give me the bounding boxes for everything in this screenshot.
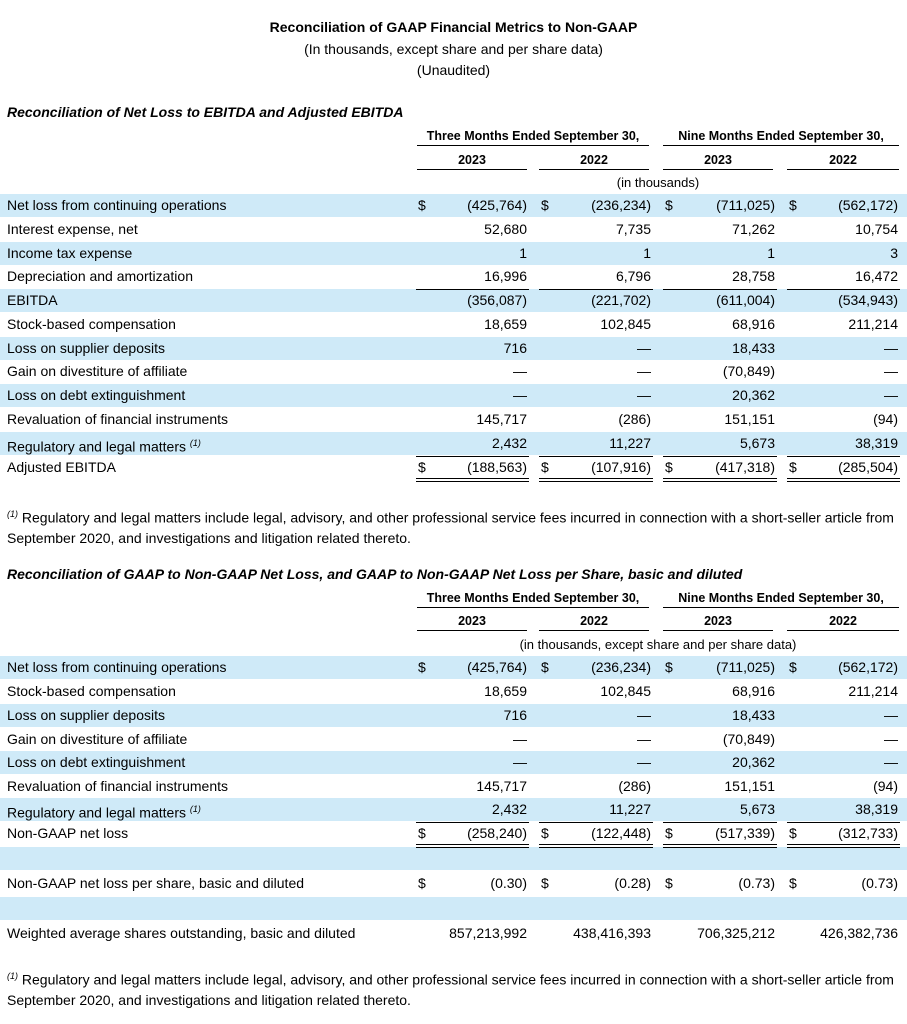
cell-value: 426,382,736: [820, 925, 898, 941]
rule-line: [539, 822, 653, 823]
cell-value: 16,996: [484, 268, 527, 284]
row-label-text: Gain on divestiture of affiliate: [7, 731, 188, 747]
table-row: [0, 384, 907, 407]
table-row: [0, 313, 907, 336]
cell-value: 716: [503, 707, 527, 723]
cell-value: —: [637, 754, 651, 770]
cell-value: 211,214: [848, 316, 898, 332]
currency-symbol: $: [789, 197, 797, 213]
col-year-3m-2022: 2022: [539, 151, 649, 170]
cell-value: (221,702): [591, 292, 651, 308]
footnote-text: Regulatory and legal matters include legal, advisory, and other professional service fees incurred in connection with a short-seller article from September 2020, and investigations and litigation related thereto.: [7, 971, 894, 1008]
cell-value: (188,563): [467, 459, 527, 475]
row-label-text: Interest expense, net: [7, 221, 138, 237]
cell-value: 38,319: [855, 801, 898, 817]
table-row: [0, 360, 907, 383]
cell-value: 20,362: [732, 754, 775, 770]
double-rule-line: [663, 844, 777, 848]
rule-line: [663, 456, 777, 457]
cell-value: —: [637, 363, 651, 379]
row-label: [7, 775, 228, 798]
cell-value: 7,735: [615, 221, 651, 237]
cell-value: 151,151: [724, 411, 775, 427]
rule-line: [787, 289, 900, 290]
cell-value: (425,764): [467, 197, 527, 213]
table-row: [0, 872, 907, 895]
footnote-mark: (1): [7, 509, 18, 519]
cell-value: (562,172): [838, 197, 898, 213]
double-rule-line: [539, 844, 653, 848]
currency-symbol: $: [789, 459, 797, 475]
cell-value: 151,151: [724, 778, 775, 794]
cell-value: 18,659: [484, 316, 527, 332]
row-label-text: Revaluation of financial instruments: [7, 778, 229, 794]
col-year-3m-2022: 2022: [539, 612, 649, 631]
double-rule-line: [787, 844, 900, 848]
cell-value: 38,319: [855, 435, 898, 451]
col-year-9m-2022: 2022: [787, 612, 899, 631]
page-title: Reconciliation of GAAP Financial Metrics to Non-GAAP: [269, 19, 638, 35]
col-year-3m-2023: 2023: [417, 151, 527, 170]
rule-line: [663, 822, 777, 823]
double-rule-line: [787, 478, 900, 482]
footnote: [7, 966, 907, 1010]
page-subtitle-unaudited: (Unaudited): [416, 62, 491, 78]
cell-value: (107,916): [591, 459, 651, 475]
cell-value: 16,472: [855, 268, 898, 284]
col-group-nine-months: Nine Months Ended September 30,: [663, 589, 899, 608]
table-row: [0, 751, 907, 774]
table-row: [0, 922, 907, 945]
cell-value: 857,213,992: [449, 925, 527, 941]
currency-symbol: $: [789, 875, 797, 891]
row-label: [7, 922, 355, 945]
cell-value: —: [884, 340, 898, 356]
cell-value: 18,433: [732, 340, 775, 356]
cell-value: 71,262: [732, 221, 775, 237]
row-label: [7, 872, 304, 895]
cell-value: 20,362: [732, 387, 775, 403]
cell-value: (0.73): [861, 875, 898, 891]
row-label-text: Stock-based compensation: [7, 683, 176, 699]
row-label: [7, 704, 165, 727]
row-label-text: Loss on debt extinguishment: [7, 387, 186, 403]
rule-line: [416, 822, 529, 823]
row-label-text: Income tax expense: [7, 245, 133, 261]
rule-line: [787, 456, 900, 457]
footnote-ref: (1): [189, 438, 201, 448]
currency-symbol: $: [541, 875, 549, 891]
cell-value: (0.28): [614, 875, 651, 891]
currency-symbol: $: [789, 659, 797, 675]
row-label-text: Loss on debt extinguishment: [7, 754, 186, 770]
double-rule-line: [416, 478, 529, 482]
cell-value: —: [637, 707, 651, 723]
page-subtitle-units: (In thousands, except share and per share data): [304, 41, 603, 57]
row-label-text: Revaluation of financial instruments: [7, 411, 229, 427]
unit-label: (in thousands, except share and per share data): [519, 637, 797, 652]
row-label: [7, 360, 187, 383]
cell-value: —: [884, 754, 898, 770]
cell-value: 438,416,393: [573, 925, 651, 941]
row-label-text: Loss on supplier deposits: [7, 707, 165, 723]
rule-line: [416, 456, 529, 457]
cell-value: (94): [873, 778, 898, 794]
cell-value: 102,845: [600, 316, 651, 332]
col-year-9m-2023: 2023: [663, 151, 773, 170]
cell-value: 5,673: [739, 435, 775, 451]
row-label: [7, 680, 176, 703]
table-row: [0, 242, 907, 265]
table-row: [0, 456, 907, 479]
col-group-nine-months: Nine Months Ended September 30,: [663, 127, 899, 146]
cell-value: —: [513, 754, 527, 770]
cell-value: (94): [873, 411, 898, 427]
cell-value: —: [637, 340, 651, 356]
cell-value: 2,432: [491, 801, 527, 817]
row-label: [7, 432, 201, 459]
cell-value: —: [513, 731, 527, 747]
cell-value: 102,845: [600, 683, 651, 699]
table-row: [0, 432, 907, 455]
currency-symbol: $: [541, 659, 549, 675]
cell-value: 28,758: [732, 268, 775, 284]
currency-symbol: $: [418, 825, 426, 841]
row-label: [7, 728, 187, 751]
cell-value: (356,087): [467, 292, 527, 308]
row-label: [7, 656, 226, 679]
table-row: [0, 289, 907, 312]
row-label-text: Regulatory and legal matters: [7, 804, 190, 821]
cell-value: 1: [643, 245, 651, 261]
cell-value: —: [884, 387, 898, 403]
col-year-3m-2023: 2023: [417, 612, 527, 631]
currency-symbol: $: [418, 197, 426, 213]
cell-value: 145,717: [476, 411, 527, 427]
cell-value: (417,318): [715, 459, 775, 475]
cell-value: 145,717: [476, 778, 527, 794]
currency-symbol: $: [665, 659, 673, 675]
cell-value: 68,916: [732, 316, 775, 332]
row-label: [7, 194, 226, 217]
cell-value: —: [884, 363, 898, 379]
cell-value: (285,504): [838, 459, 898, 475]
row-label: [7, 313, 176, 336]
cell-value: 18,433: [732, 707, 775, 723]
currency-symbol: $: [789, 825, 797, 841]
cell-value: (236,234): [591, 659, 651, 675]
cell-value: (562,172): [838, 659, 898, 675]
cell-value: 3: [890, 245, 898, 261]
row-label: [7, 337, 165, 360]
currency-symbol: $: [418, 875, 426, 891]
table-row: [0, 728, 907, 751]
rule-line: [663, 289, 777, 290]
row-label: [7, 265, 193, 288]
row-label: [7, 456, 116, 479]
row-label-text: Non-GAAP net loss: [7, 825, 129, 841]
row-label-text: Depreciation and amortization: [7, 268, 193, 284]
footnote: [7, 504, 907, 548]
cell-value: (286): [618, 778, 651, 794]
row-label: [7, 822, 128, 845]
rule-line: [539, 456, 653, 457]
cell-value: 11,227: [609, 801, 651, 817]
cell-value: (534,943): [838, 292, 898, 308]
cell-value: (517,339): [715, 825, 775, 841]
cell-value: (70,849): [722, 731, 775, 747]
cell-value: 5,673: [739, 801, 775, 817]
cell-value: (286): [618, 411, 651, 427]
row-label: [7, 242, 132, 265]
cell-value: 68,916: [732, 683, 775, 699]
row-label-text: Weighted average shares outstanding, basic and diluted: [7, 925, 356, 941]
currency-symbol: $: [418, 459, 426, 475]
double-rule-line: [416, 844, 529, 848]
table-row: [0, 775, 907, 798]
table-row: [0, 265, 907, 288]
currency-symbol: $: [418, 659, 426, 675]
section-title-non-gaap: Reconciliation of GAAP to Non-GAAP Net Loss, and GAAP to Non-GAAP Net Loss per Share, basic and diluted: [7, 566, 743, 582]
cell-value: 706,325,212: [697, 925, 775, 941]
cell-value: 18,659: [484, 683, 527, 699]
cell-value: —: [884, 707, 898, 723]
row-label: [7, 751, 185, 774]
row-label-text: Gain on divestiture of affiliate: [7, 363, 188, 379]
cell-value: (312,733): [838, 825, 898, 841]
spacer-row: [0, 847, 907, 870]
table-row: [0, 656, 907, 679]
cell-value: —: [513, 363, 527, 379]
footnote-ref: (1): [189, 804, 201, 814]
cell-value: (0.30): [490, 875, 527, 891]
cell-value: 11,227: [609, 435, 651, 451]
cell-value: (711,025): [716, 659, 775, 675]
double-rule-line: [663, 478, 777, 482]
cell-value: (236,234): [591, 197, 651, 213]
cell-value: 1: [767, 245, 775, 261]
cell-value: (122,448): [591, 825, 651, 841]
spacer-row: [0, 897, 907, 920]
cell-value: 6,796: [615, 268, 651, 284]
cell-value: —: [637, 387, 651, 403]
table-row: [0, 680, 907, 703]
cell-value: 52,680: [484, 221, 527, 237]
table-row: [0, 704, 907, 727]
currency-symbol: $: [665, 197, 673, 213]
row-label-text: Stock-based compensation: [7, 316, 176, 332]
row-label-text: Regulatory and legal matters: [7, 438, 190, 455]
col-year-9m-2022: 2022: [787, 151, 899, 170]
row-label-text: Loss on supplier deposits: [7, 340, 165, 356]
table-row: [0, 408, 907, 431]
currency-symbol: $: [665, 875, 673, 891]
cell-value: (70,849): [722, 363, 775, 379]
row-label: [7, 408, 228, 431]
cell-value: —: [637, 731, 651, 747]
cell-value: 1: [519, 245, 527, 261]
rule-line: [539, 289, 653, 290]
currency-symbol: $: [665, 459, 673, 475]
table-row: [0, 798, 907, 821]
row-label-text: EBITDA: [7, 292, 58, 308]
table-row: [0, 194, 907, 217]
table-row: [0, 218, 907, 241]
currency-symbol: $: [541, 459, 549, 475]
row-label-text: Net loss from continuing operations: [7, 659, 227, 675]
currency-symbol: $: [541, 825, 549, 841]
cell-value: (425,764): [467, 659, 527, 675]
col-year-9m-2023: 2023: [663, 612, 773, 631]
cell-value: 716: [503, 340, 527, 356]
currency-symbol: $: [541, 197, 549, 213]
cell-value: 211,214: [848, 683, 898, 699]
cell-value: —: [884, 731, 898, 747]
cell-value: (711,025): [716, 197, 775, 213]
table-row: [0, 822, 907, 845]
rule-line: [787, 822, 900, 823]
section-title-ebitda: Reconciliation of Net Loss to EBITDA and Adjusted EBITDA: [7, 104, 404, 120]
row-label: [7, 218, 138, 241]
row-label: [7, 798, 201, 825]
row-label-text: Net loss from continuing operations: [7, 197, 227, 213]
cell-value: 10,754: [855, 221, 898, 237]
cell-value: (611,004): [716, 292, 775, 308]
double-rule-line: [539, 478, 653, 482]
row-label-text: Non-GAAP net loss per share, basic and diluted: [7, 875, 305, 891]
rule-line: [416, 289, 529, 290]
row-label: [7, 289, 58, 312]
footnote-text: Regulatory and legal matters include legal, advisory, and other professional service fees incurred in connection with a short-seller article from September 2020, and investigations and litigation related thereto.: [7, 509, 894, 546]
footnote-mark: (1): [7, 971, 18, 981]
table-row: [0, 337, 907, 360]
row-label-text: Adjusted EBITDA: [7, 459, 116, 475]
col-group-three-months: Three Months Ended September 30,: [417, 589, 649, 608]
currency-symbol: $: [665, 825, 673, 841]
cell-value: —: [513, 387, 527, 403]
cell-value: (258,240): [467, 825, 527, 841]
cell-value: (0.73): [738, 875, 775, 891]
cell-value: 2,432: [491, 435, 527, 451]
row-label: [7, 384, 185, 407]
col-group-three-months: Three Months Ended September 30,: [417, 127, 649, 146]
unit-label: (in thousands): [616, 175, 700, 190]
